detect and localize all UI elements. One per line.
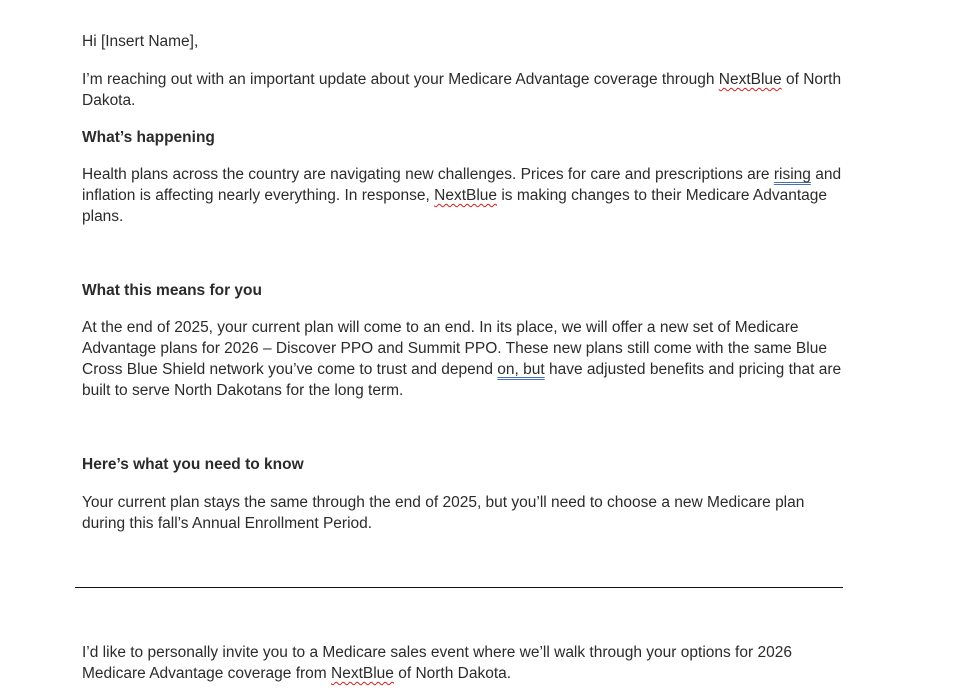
paragraph-text: At the end of 2025, your current plan will come to an end. In its place, we will offer a new set of Medicare Advantage plans for 2026 – Discover PPO and Summit PPO. These new plans still come with the same Blue Cross Blue Shield network you’ve come to trust and depend <box>82 319 827 378</box>
greeting <box>82 31 842 52</box>
paragraph-text: of North Dakota. <box>393 665 512 682</box>
greeting-text: Hi [Insert Name], <box>82 33 199 50</box>
horizontal-divider <box>75 587 843 588</box>
paragraph-text: Your current plan stays the same through the end of 2025, but you’ll need to choose a new Medicare plan during this fall’s Annual Enrollment Period. <box>82 494 805 532</box>
spellcheck-flagged-word[interactable]: NextBlue <box>434 187 498 204</box>
spellcheck-flagged-word[interactable]: NextBlue <box>718 71 782 88</box>
intro-paragraph <box>82 69 842 111</box>
grammar-flagged-phrase[interactable]: on, but <box>497 361 545 378</box>
heading-text: What’s happening <box>82 129 215 146</box>
section-heading-whats-happening <box>82 127 842 148</box>
intro-text-start: I’m reaching out with an important update about your Medicare Advantage coverage through <box>82 71 719 88</box>
paragraph-text: have adjusted benefits and pricing that are built to serve North Dakotans for the long term. <box>82 361 842 399</box>
what-this-means-paragraph <box>82 317 842 401</box>
paragraph-text: and inflation is affecting nearly everything. In response, <box>82 166 842 204</box>
section-heading-what-this-means <box>82 280 842 301</box>
intro-text-end: of North Dakota. <box>82 71 842 109</box>
grammar-flagged-word[interactable]: rising <box>773 166 811 183</box>
spellcheck-flagged-word[interactable]: NextBlue <box>331 665 394 682</box>
whats-happening-paragraph <box>82 164 842 227</box>
invite-paragraph <box>82 642 842 684</box>
paragraph-text: Health plans across the country are navigating new challenges. Prices for care and prescriptions are <box>82 166 774 183</box>
need-to-know-paragraph <box>82 492 842 534</box>
paragraph-text: I’d like to personally invite you to a Medicare sales event where we’ll walk through your options for 2026 Medicare Advantage coverage from <box>82 644 792 682</box>
heading-text: What this means for you <box>82 282 262 299</box>
section-heading-need-to-know <box>82 454 842 475</box>
paragraph-text: is making changes to their Medicare Advantage plans. <box>82 187 828 225</box>
heading-text: Here’s what you need to know <box>82 456 304 473</box>
